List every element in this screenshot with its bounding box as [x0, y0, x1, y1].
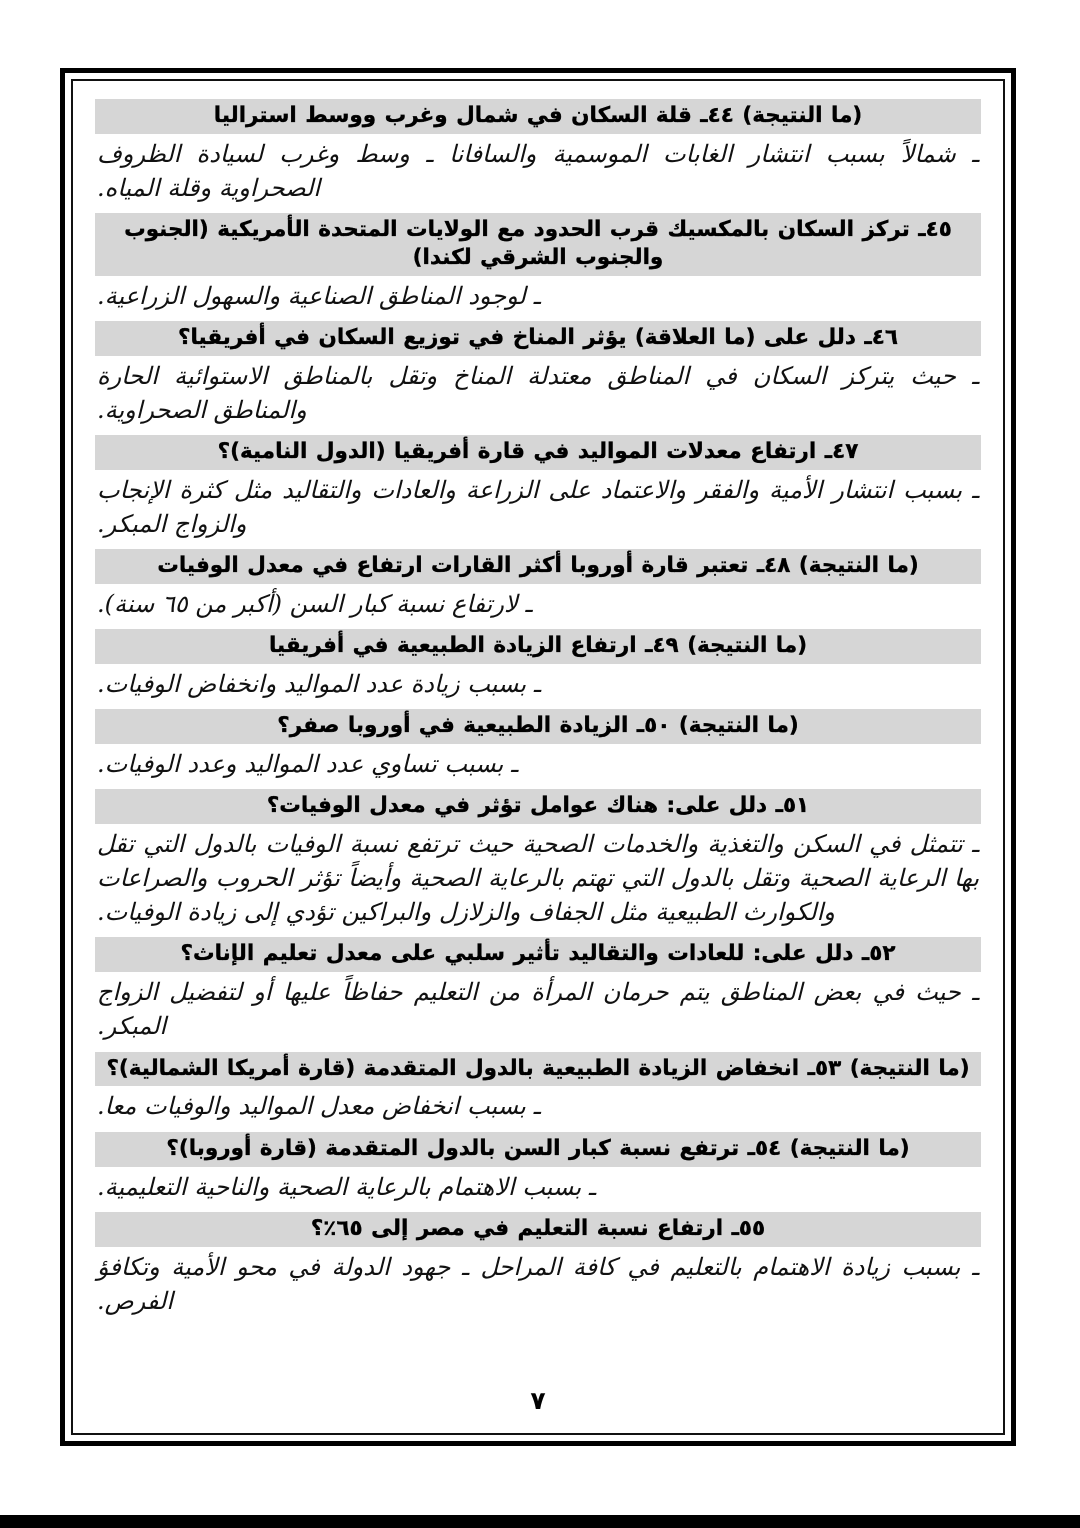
- answer-text: ـ حيث في بعض المناطق يتم حرمان المرأة من التعليم حفاظاً عليها أو لتفضيل الزواج المبكر.: [97, 978, 980, 1041]
- qa-block: [95, 435, 981, 545]
- answer-text: ـ شمالاً بسبب انتشار الغابات الموسمية والسافانا ـ وسط وغرب لسيادة الظروف الصحراوية وقلة المياه.: [97, 139, 979, 203]
- question-bar: [95, 1212, 981, 1247]
- qa-block: [95, 709, 981, 785]
- answer-text: ـ بسبب زيادة عدد المواليد وانخفاض الوفيات.: [97, 670, 541, 699]
- answer-text: ـ بسبب انتشار الأمية والفقر والاعتماد على الزراعة والعادات والتقاليد مثل كثرة الإنجاب والزواج المبكر.: [97, 476, 979, 539]
- page-inner-border: [71, 79, 1005, 1435]
- question-text: ٥٥ـ ارتفاع نسبة التعليم في مصر إلى ٦٥٪؟: [310, 1215, 766, 1241]
- question-tail: (ما النتيجة): [742, 103, 863, 128]
- question-text: ٥٢ـ دلل على: للعادات والتقاليد تأثير سلبي على معدل تعليم الإناث؟: [180, 941, 896, 967]
- page-number: ٧: [530, 1386, 546, 1415]
- page-sheet: [60, 68, 1016, 1446]
- question-text: ٤٨ـ تعتبر قارة أوروبا أكثر القارات ارتفاع في معدل الوفيات: [157, 553, 791, 579]
- question-tail: (ما النتيجة): [687, 633, 808, 659]
- qa-block: [95, 321, 981, 431]
- qa-block: [95, 1212, 981, 1322]
- question-bar: [95, 709, 981, 744]
- question-text: ٥٤ـ ترتفع نسبة كبار السن بالدول المتقدمة (قارة أوروبا)؟: [166, 1135, 782, 1161]
- scan-bottom-band: [0, 1515, 1080, 1528]
- question-tail: (ما النتيجة): [798, 553, 919, 579]
- question-text: ٥١ـ دلل على: هناك عوامل تؤثر في معدل الوفيات؟: [266, 793, 810, 819]
- question-bar: [95, 1052, 981, 1087]
- question-bar: [95, 629, 981, 664]
- answer-text: ـ بسبب انخفاض معدل المواليد والوفيات معا.: [97, 1092, 541, 1121]
- qa-block: [95, 1052, 981, 1128]
- question-bar: [95, 435, 981, 470]
- question-bar: [95, 789, 981, 824]
- answer-text: ـ بسبب زيادة الاهتمام بالتعليم في كافة المراحل ـ جهود الدولة في محو الأمية وتكافؤ الفرص.: [97, 1252, 980, 1315]
- page-content: [95, 99, 981, 1419]
- question-bar: [95, 937, 981, 972]
- answer-text: ـ بسبب تساوي عدد المواليد وعدد الوفيات.: [97, 750, 518, 779]
- question-text: ٤٦ـ دلل على (ما العلاقة) يؤثر المناخ في توزيع السكان في أفريقيا؟: [178, 325, 898, 351]
- question-answer-list: [95, 99, 981, 1326]
- question-tail: (ما النتيجة): [849, 1055, 970, 1081]
- answer-text: ـ لوجود المناطق الصناعية والسهول الزراعية.: [97, 281, 541, 310]
- answer-text: ـ بسبب الاهتمام بالرعاية الصحية والناحية التعليمية.: [97, 1172, 596, 1201]
- question-bar: [95, 1132, 981, 1167]
- question-bar: [95, 321, 981, 356]
- question-text: ٤٥ـ تركز السكان بالمكسيك قرب الحدود مع الولايات المتحدة الأمريكية (الجنوب والجنوب الشرقي لكندا): [124, 217, 952, 271]
- answer-text: ـ تتمثل في السكن والتغذية والخدمات الصحية حيث ترتفع نسبة الوفيات بالدول التي تقل بها الرعاية الصحية وتقل بالدول التي تهتم بالرعاية الصحية وأيضاً تؤثر الحروب والصراعات والكوارث الطبيعية مثل الجفاف والزلازل والبراكين تؤدي إلى زيادة الوفيات.: [97, 830, 979, 927]
- question-text: ٤٩ـ ارتفاع الزيادة الطبيعية في أفريقيا: [268, 633, 679, 659]
- question-tail: (ما النتيجة): [678, 713, 799, 739]
- qa-block: [95, 937, 981, 1047]
- question-bar: [95, 99, 981, 134]
- question-tail: (ما النتيجة): [789, 1135, 910, 1161]
- question-bar: [95, 213, 981, 276]
- qa-block: [95, 99, 981, 209]
- question-text: ٤٤ـ قلة السكان في شمال وغرب ووسط استراليا: [213, 103, 734, 128]
- question-text: ٤٧ـ ارتفاع معدلات المواليد في قارة أفريقيا (الدول النامية)؟: [217, 439, 859, 465]
- qa-block: [95, 629, 981, 705]
- question-text: ٥٣ـ انخفاض الزيادة الطبيعية بالدول المتقدمة (قارة أمريكا الشمالية)؟: [106, 1055, 842, 1081]
- question-bar: [95, 549, 981, 584]
- answer-text: ـ لارتفاع نسبة كبار السن (أكبر من ٦٥ سنة).: [97, 590, 533, 619]
- qa-block: [95, 213, 981, 317]
- question-text: ٥٠ـ الزيادة الطبيعية في أوروبا صفر؟: [277, 713, 671, 739]
- answer-text: ـ حيث يتركز السكان في المناطق معتدلة المناخ وتقل بالمناطق الاستوائية الحارة والمناطق الصحراوية.: [97, 361, 979, 425]
- qa-block: [95, 789, 981, 933]
- qa-block: [95, 549, 981, 625]
- qa-block: [95, 1132, 981, 1208]
